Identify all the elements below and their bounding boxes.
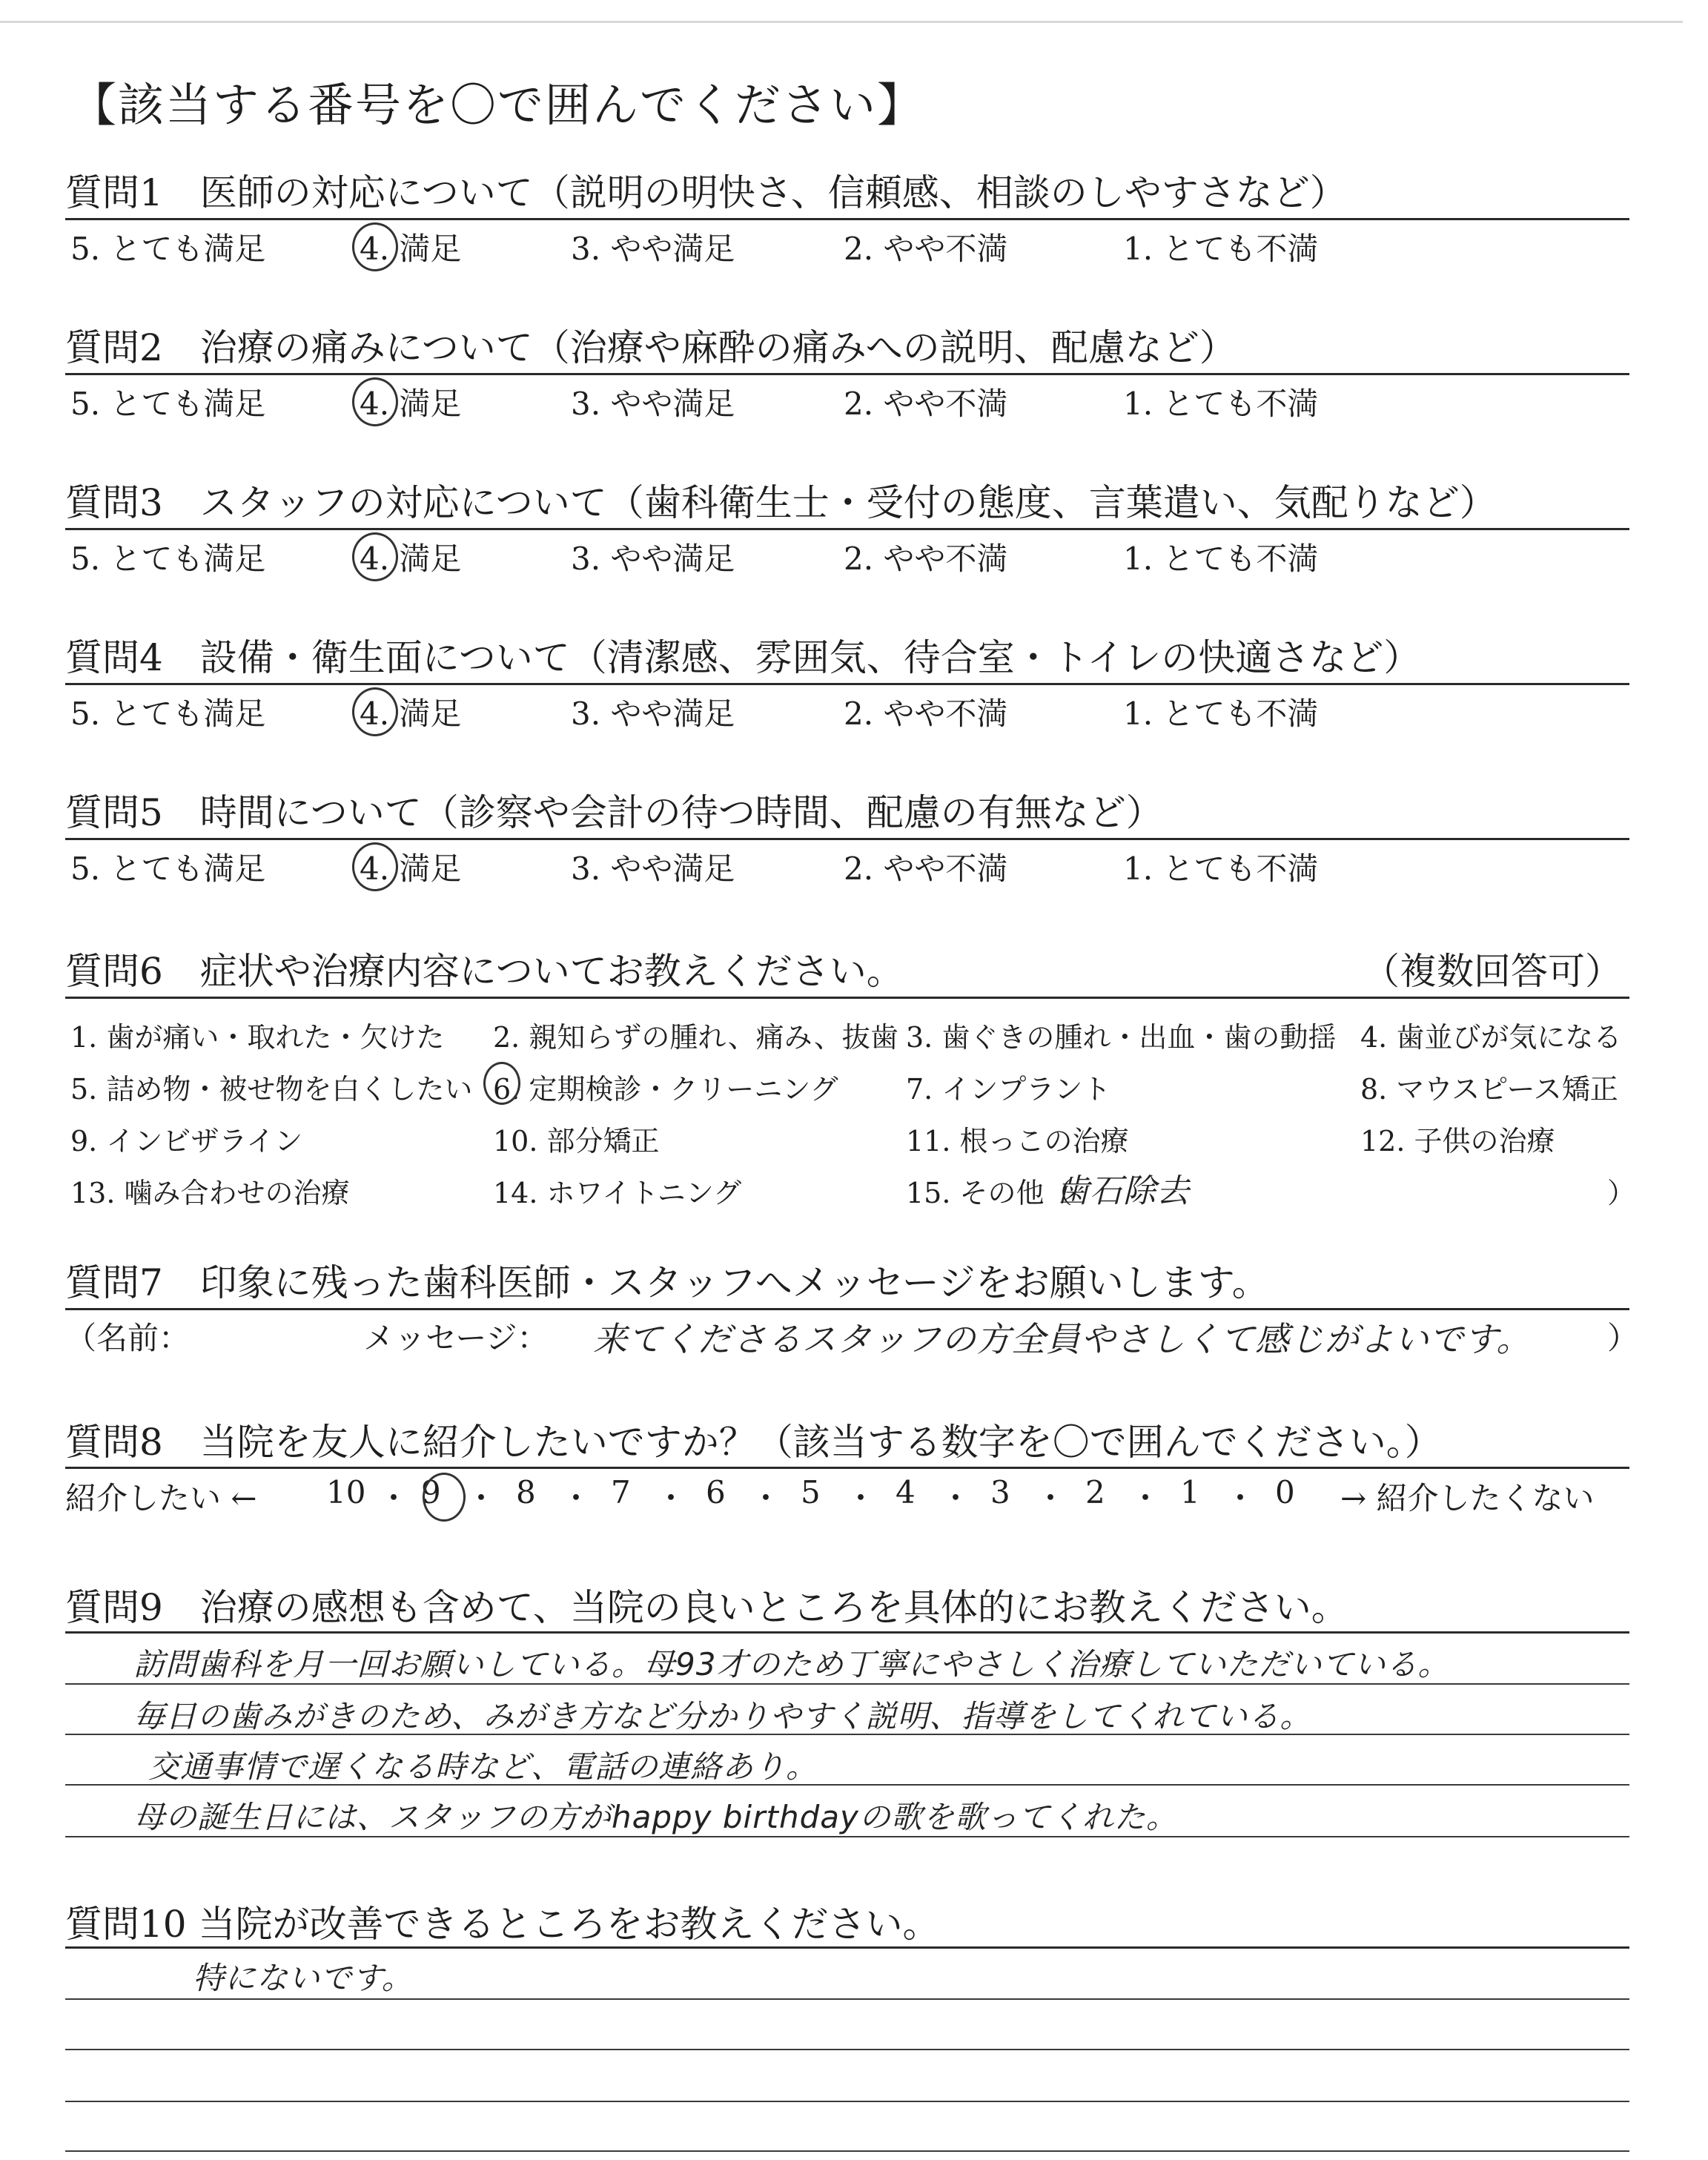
- rating-option: 1. とても不満: [1123, 851, 1319, 887]
- q8-scale-separator: ・: [750, 1480, 782, 1516]
- q8-scale-separator: ・: [845, 1480, 877, 1516]
- rating-option: 4. 満足: [360, 851, 462, 887]
- rating-option: 1. とても不満: [1123, 541, 1319, 577]
- rating-option: 2. やや不満: [844, 851, 1008, 887]
- rating-option: 3. やや満足: [571, 541, 735, 577]
- q8-rule: [65, 1467, 1629, 1469]
- q6-note: （複数回答可）: [1363, 950, 1622, 993]
- q8-scale-separator: ・: [940, 1480, 972, 1516]
- rating-option: 2. やや不満: [844, 386, 1008, 422]
- q6-option: 15. その他（: [906, 1177, 1073, 1209]
- q9-answer-line: 交通事情で遅くなる時など、電話の連絡あり。: [148, 1748, 818, 1785]
- question-rule: [65, 683, 1629, 685]
- q8-title: 質問8 当院を友人に紹介したいですか？（該当する数字を〇で囲んでください。）: [65, 1421, 1442, 1464]
- rating-selection-circle: [352, 687, 398, 736]
- q10-rule: [65, 2150, 1629, 2152]
- q6-option: 13. 噛み合わせの治療: [70, 1177, 350, 1209]
- scan-edge: [0, 21, 1683, 23]
- q6-title: 質問6 症状や治療内容についてお教えください。: [65, 950, 904, 993]
- rating-selection-circle: [352, 842, 398, 891]
- question-rule: [65, 838, 1629, 840]
- q10-rule: [65, 1998, 1629, 2000]
- rating-option: 4. 満足: [360, 541, 462, 577]
- q6-option: 14. ホワイトニング: [493, 1177, 742, 1209]
- rating-option: 3. やや満足: [571, 386, 735, 422]
- q6-option: 2. 親知らずの腫れ、痛み、抜歯: [493, 1021, 898, 1054]
- q6-selection-circle: [483, 1062, 520, 1105]
- q8-scale-number: 9: [421, 1474, 441, 1510]
- q7-close: ）: [1607, 1320, 1639, 1356]
- rating-option: 4. 満足: [360, 696, 462, 732]
- q9-answer-line: 訪問歯科を月一回お願いしている。母93才のため丁寧にやさしく治療していただいている。: [133, 1646, 1450, 1682]
- form-header: 【該当する番号を〇で囲んでください】: [70, 78, 925, 132]
- rating-option: 2. やや不満: [844, 231, 1008, 267]
- q6-option: 10. 部分矯正: [493, 1125, 660, 1157]
- question-title: 質問3 スタッフの対応について（歯科衛生士・受付の態度、言葉遣い、気配りなど）: [65, 481, 1497, 524]
- q8-scale-number: 1: [1180, 1474, 1200, 1510]
- question-title: 質問5 時間について（診察や会計の待つ時間、配慮の有無など）: [65, 791, 1163, 834]
- question-title: 質問4 設備・衛生面について（清潔感、雰囲気、待合室・トイレの快適さなど）: [65, 636, 1421, 679]
- q8-scale-number: 5: [801, 1474, 821, 1510]
- q8-scale-number: 6: [706, 1474, 726, 1510]
- rating-option: 5. とても満足: [70, 851, 266, 887]
- rating-option: 3. やや満足: [571, 851, 735, 887]
- rating-option: 1. とても不満: [1123, 231, 1319, 267]
- rating-option: 5. とても満足: [70, 541, 266, 577]
- q10-rule: [65, 1946, 1629, 1949]
- rating-option: 1. とても不満: [1123, 696, 1319, 732]
- q6-option: 8. マウスピース矯正: [1360, 1073, 1618, 1106]
- q6-option: 5. 詰め物・被せ物を白くしたい: [70, 1073, 473, 1106]
- q9-rule: [65, 1631, 1629, 1634]
- rating-option: 4. 満足: [360, 386, 462, 422]
- q8-scale-number: 8: [516, 1474, 536, 1510]
- q6-option: ）: [1607, 1177, 1636, 1209]
- q6-option: 12. 子供の治療: [1360, 1125, 1555, 1157]
- rating-selection-circle: [352, 377, 398, 426]
- question-rule: [65, 373, 1629, 375]
- rating-option: 3. やや満足: [571, 696, 735, 732]
- rating-selection-circle: [352, 222, 398, 271]
- q7-rule: [65, 1308, 1629, 1310]
- q6-option: 1. 歯が痛い・取れた・欠けた: [70, 1021, 445, 1054]
- q8-scale-number: 3: [990, 1474, 1010, 1510]
- q7-title: 質問7 印象に残った歯科医師・スタッフへメッセージをお願いします。: [65, 1261, 1269, 1304]
- rating-option: 1. とても不満: [1123, 386, 1319, 422]
- q8-scale-number: 2: [1085, 1474, 1105, 1510]
- q6-option: 6. 定期検診・クリーニング: [493, 1073, 838, 1106]
- q8-scale-separator: ・: [1130, 1480, 1162, 1516]
- question-rule: [65, 528, 1629, 530]
- q8-scale-number: 4: [896, 1474, 916, 1510]
- q9-answer-line: 毎日の歯みがきのため、みがき方など分かりやすく説明、指導をしてくれている。: [133, 1698, 1312, 1734]
- q8-scale-separator: ・: [1225, 1480, 1257, 1516]
- q8-scale-separator: ・: [1035, 1480, 1067, 1516]
- q8-selection-circle: [423, 1473, 466, 1522]
- q10-answer-line: 特にないです。: [193, 1960, 414, 1996]
- q6-rule: [65, 997, 1629, 999]
- q8-scale-number: 0: [1275, 1474, 1295, 1510]
- q6-option: 3. 歯ぐきの腫れ・出血・歯の動揺: [906, 1021, 1337, 1054]
- q6-option: 9. インビザライン: [70, 1125, 303, 1157]
- question-rule: [65, 218, 1629, 220]
- q7-name-label: （名前：: [65, 1320, 191, 1356]
- rating-option: 2. やや不満: [844, 696, 1008, 732]
- q6-other-text: 歯石除去: [1056, 1172, 1190, 1210]
- q6-option: 7. インプラント: [906, 1073, 1111, 1106]
- rating-option: 5. とても満足: [70, 696, 266, 732]
- q8-scale-separator: ・: [655, 1480, 687, 1516]
- q6-option: 4. 歯並びが気になる: [1360, 1021, 1622, 1054]
- q8-scale-number: 7: [611, 1474, 631, 1510]
- rating-option: 5. とても満足: [70, 386, 266, 422]
- q8-scale-separator: ・: [466, 1480, 497, 1516]
- q7-message-text: 来てくださるスタッフの方全員やさしくて感じがよいです。: [593, 1319, 1532, 1359]
- q10-rule: [65, 2049, 1629, 2050]
- q6-option: 11. 根っこの治療: [906, 1125, 1129, 1157]
- question-title: 質問2 治療の痛みについて（治療や麻酔の痛みへの説明、配慮など）: [65, 326, 1237, 369]
- rating-option: 2. やや不満: [844, 541, 1008, 577]
- rating-option: 5. とても満足: [70, 231, 266, 267]
- q8-scale-number: 10: [326, 1474, 366, 1510]
- q8-scale-separator: ・: [560, 1480, 592, 1516]
- q10-title: 質問10 当院が改善できるところをお教えください。: [65, 1903, 940, 1946]
- rating-option: 4. 満足: [360, 231, 462, 267]
- q7-message-label: メッセージ：: [363, 1320, 549, 1356]
- q8-scale-separator: ・: [378, 1480, 410, 1516]
- q10-rule: [65, 2101, 1629, 2102]
- rating-option: 3. やや満足: [571, 231, 735, 267]
- q9-answer-line: 母の誕生日には、スタッフの方がhappy birthdayの歌を歌ってくれた。: [133, 1799, 1178, 1835]
- q8-left-label: 紹介したい ←: [65, 1480, 257, 1516]
- question-title: 質問1 医師の対応について（説明の明快さ、信頼感、相談のしやすさなど）: [65, 171, 1347, 214]
- q9-title: 質問9 治療の感想も含めて、当院の良いところを具体的にお教えください。: [65, 1586, 1348, 1629]
- q8-right-label: → 紹介したくない: [1340, 1480, 1595, 1516]
- rating-selection-circle: [352, 532, 398, 581]
